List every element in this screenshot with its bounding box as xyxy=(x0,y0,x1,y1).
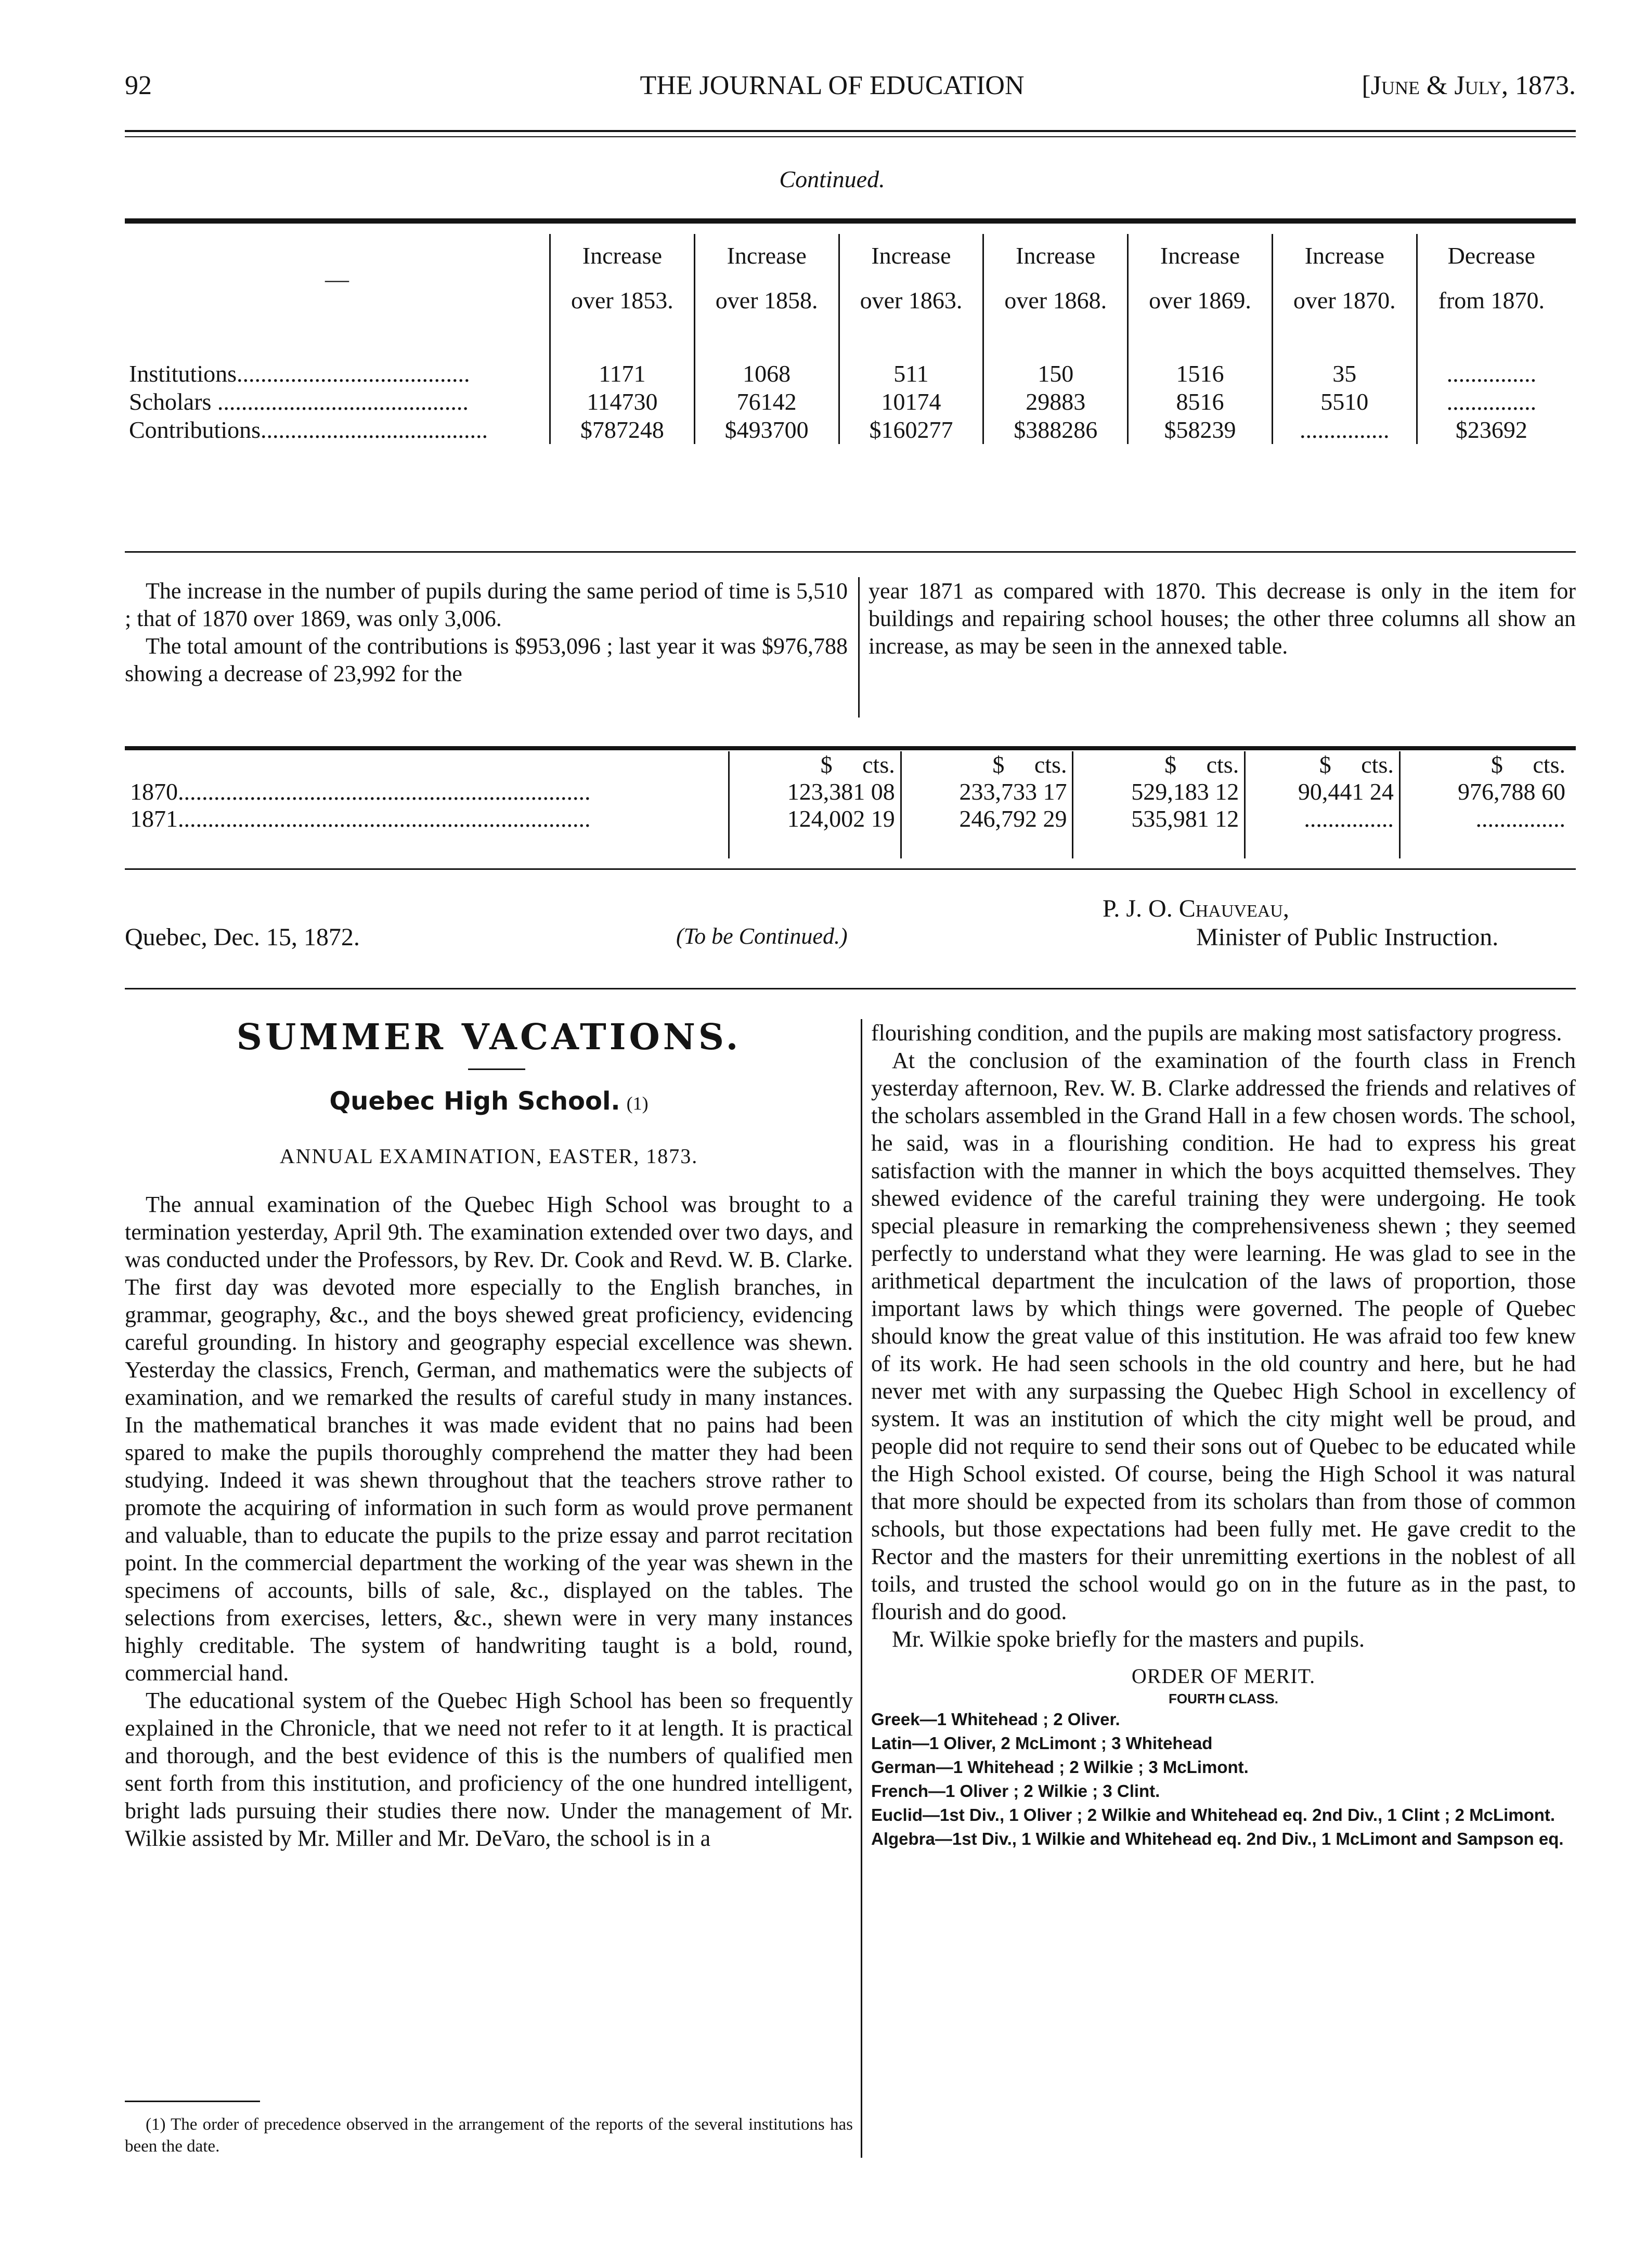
footnote: (1) The order of precedence observed in the arrangement of the reports of the several institutions has been the date. xyxy=(125,2115,853,2156)
article-subtitle xyxy=(125,1087,853,1116)
table-cell: ............... xyxy=(1417,360,1565,388)
table-cell: 10174 xyxy=(839,388,983,416)
table-header-row xyxy=(125,751,1571,778)
column-header: over 1869. xyxy=(1128,277,1273,323)
table-cell: 124,002 19 xyxy=(729,805,901,832)
table-corner: — xyxy=(325,265,349,292)
table-row xyxy=(125,388,1565,416)
article-right-column xyxy=(871,1019,1576,1851)
table-cell: $23692 xyxy=(1417,416,1565,444)
journal-title: THE JOURNAL OF EDUCATION xyxy=(640,71,1025,100)
column-header: from 1870. xyxy=(1417,277,1565,323)
paragraph: The increase in the number of pupils during the same period of time is 5,510 ; that of 1870 over 1869, was only 3,006. xyxy=(125,578,848,631)
subtitle-text: Quebec High School. xyxy=(329,1087,620,1116)
table-cell: ............... xyxy=(1272,416,1417,444)
page-number: 92 xyxy=(125,71,152,100)
table-cell: 529,183 12 xyxy=(1073,778,1245,805)
column-divider xyxy=(858,577,860,718)
header-rule-thin xyxy=(125,136,1576,137)
table2-bottom-rule xyxy=(125,868,1576,870)
article-left-column xyxy=(125,1191,853,1852)
signature-place-date: Quebec, Dec. 15, 1872. xyxy=(125,923,360,951)
title-dash xyxy=(468,1068,525,1070)
list-item: Latin—1 Oliver, 2 McLimont ; 3 Whitehead xyxy=(871,1733,1213,1753)
table1-top-rule xyxy=(125,218,1576,224)
column-header: over 1863. xyxy=(839,277,983,323)
paragraph: At the conclusion of the examination of the fourth class in French yesterday afternoon, Rev. W. B. Clarke addressed the friends and relatives of the scholars assembled in the Grand Hall in a few chosen words. The school, he said, was in a flourishing condition. He had to express his great satisfaction with the manner in which the boys acquitted themselves. They shewed evidence of the careful training they were undergoing. He took special pleasure in remarking the comprehensiveness shewn ; they seemed perfectly to understand what they were learning. He was glad to see in the arithmetical department the inculcation of the laws of proportion, those important laws by which things were governed. The people of Quebec should know the great value of this institution. He was afraid too few knew of its work. He had seen schools in the old country and here, but he had never met with any surpassing the Quebec High School in excellency of system. It was an institution of which the city might well be proud, and people did not require to send their sons out of Quebec to be educated while the High School existed. Of course, being the High School it was natural that more should be expected from its scholars than from those of common schools, but those expectations had been fully met. He gave credit to the Rector and the masters for their unremitting exertions in the noblest of all toils, and trusted the school would go on in the future as in the past, to flourish and do good. xyxy=(871,1048,1576,1624)
table-cell: 511 xyxy=(839,360,983,388)
table-cell: 150 xyxy=(983,360,1128,388)
table-cell: 1516 xyxy=(1128,360,1273,388)
table-cell: $388286 xyxy=(983,416,1128,444)
paragraph: Mr. Wilkie spoke briefly for the masters and pupils. xyxy=(892,1626,1365,1652)
signature-name: P. J. O. Chauveau, xyxy=(1103,895,1289,922)
table-cell: 1068 xyxy=(694,360,839,388)
row-label: Contributions...................................... xyxy=(129,416,488,443)
column-header: over 1870. xyxy=(1272,277,1417,323)
table-cell: 29883 xyxy=(983,388,1128,416)
table-cell: $58239 xyxy=(1128,416,1273,444)
column-header: $ cts. xyxy=(1073,751,1245,778)
column-header: Increase xyxy=(1272,234,1417,277)
table-cell: 35 xyxy=(1272,360,1417,388)
statistics-table xyxy=(125,234,1565,444)
paragraph: The annual examination of the Quebec High School was brought to a termination yesterday, April 9th. The examination extended over two days, and was conducted under the Professors, by Rev. Dr. Cook and Revd. W. B. Clarke. The first day was devoted more especially to the English branches, in grammar, geography, &c., and the boys shewed great proficiency, evidencing careful grounding. In history and geography especial excellence was shewn. Yesterday the classics, French, German, and mathematics were the subjects of examination, and we remarked the results of careful study in many instances. In the mathematical branches it was made evident that no pains had been spared to make the pupils thoroughly comprehend the matter they had been studying. Indeed it was shewn throughout that the teachers strove rather to promote the acquiring of information in such form as would prove permanent and valuable, than to educate the pupils to the prize essay and parrot recitation point. In the commercial department the working of the year was shewn in the specimens of accounts, bills of sale, &c., displayed on the tables. The selections from exercises, letters, &c., shewn were in very many instances highly creditable. The system of handwriting taught is a bold, round, commercial hand. xyxy=(125,1192,853,1686)
table-cell: 535,981 12 xyxy=(1073,805,1245,832)
table-cell: 8516 xyxy=(1128,388,1273,416)
section-title: SUMMER VACATIONS. xyxy=(236,1016,742,1058)
column-header: Increase xyxy=(694,234,839,277)
article-dateline: ANNUAL EXAMINATION, EASTER, 1873. xyxy=(279,1144,698,1168)
table-row xyxy=(125,778,1571,805)
table-cell: $160277 xyxy=(839,416,983,444)
list-item: German—1 Whitehead ; 2 Wilkie ; 3 McLimont. xyxy=(871,1757,1249,1777)
to-be-continued: (To be Continued.) xyxy=(676,923,848,949)
table-cell: ............... xyxy=(1245,805,1400,832)
table-cell: 5510 xyxy=(1272,388,1417,416)
column-header: Decrease xyxy=(1417,234,1565,277)
section-rule xyxy=(125,988,1576,989)
column-header: Increase xyxy=(550,234,695,277)
list-item: French—1 Oliver ; 2 Wilkie ; 3 Clint. xyxy=(871,1781,1160,1801)
paragraph: The educational system of the Quebec High School has been so frequently explained in the Chronicle, that we need not refer to it at length. It is practical and thorough, and the best evidence of this is the numbers of qualified men sent forth from this institution, and proficiency of the one hundred intelligent, bright lads pursuing their studies there now. Under the management of Mr. Wilkie assisted by Mr. Miller and Mr. DeVaro, the school is in a xyxy=(125,1688,853,1851)
table-cell: 90,441 24 xyxy=(1245,778,1400,805)
row-label: 1870..................................................................... xyxy=(130,778,591,805)
contributions-table xyxy=(125,751,1571,858)
list-item: Euclid—1st Div., 1 Oliver ; 2 Wilkie and Whitehead eq. 2nd Div., 1 Clint ; 2 McLimont. xyxy=(871,1805,1556,1824)
intro-left-column xyxy=(125,577,848,687)
table2-top-rule xyxy=(125,746,1576,750)
issue-date: [June & July, 1873. xyxy=(1362,71,1576,100)
merit-title: ORDER OF MERIT. xyxy=(1131,1664,1316,1688)
column-divider xyxy=(861,1019,862,2158)
table-header-row xyxy=(125,234,1565,277)
table-row xyxy=(125,805,1571,832)
continued-label: Continued. xyxy=(779,166,885,192)
table-cell: $493700 xyxy=(694,416,839,444)
column-header: Increase xyxy=(983,234,1128,277)
column-header: $ cts. xyxy=(901,751,1073,778)
list-item: Algebra—1st Div., 1 Wilkie and Whitehead eq. 2nd Div., 1 McLimont and Sampson eq. xyxy=(871,1829,1564,1848)
row-label: 1871..................................................................... xyxy=(130,805,591,832)
merit-list xyxy=(871,1707,1576,1851)
table-cell: 233,733 17 xyxy=(901,778,1073,805)
table-cell: 976,788 60 xyxy=(1399,778,1571,805)
column-header: Increase xyxy=(1128,234,1273,277)
intro-right-column xyxy=(869,577,1576,660)
column-header: over 1853. xyxy=(550,277,695,323)
table-cell: $787248 xyxy=(550,416,695,444)
paragraph: flourishing condition, and the pupils are making most satisfactory progress. xyxy=(871,1020,1562,1046)
footnote-rule xyxy=(125,2101,260,2102)
column-header: $ cts. xyxy=(1399,751,1571,778)
paragraph: year 1871 as compared with 1870. This decrease is only in the item for buildings and repairing school houses; the other three columns all show an increase, as may be seen in the annexed table. xyxy=(869,578,1576,659)
column-header: over 1858. xyxy=(694,277,839,323)
footnote-marker: (1) xyxy=(626,1093,649,1114)
table-cell: 76142 xyxy=(694,388,839,416)
merit-class: FOURTH CLASS. xyxy=(1169,1691,1278,1706)
table-cell: 1171 xyxy=(550,360,695,388)
table-cell: 114730 xyxy=(550,388,695,416)
table-cell: ............... xyxy=(1399,805,1571,832)
table1-bottom-rule xyxy=(125,551,1576,553)
row-label: Scholars .......................................... xyxy=(129,388,469,415)
table-cell: 123,381 08 xyxy=(729,778,901,805)
table-row xyxy=(125,360,1565,388)
table-cell: ............... xyxy=(1417,388,1565,416)
column-header: over 1868. xyxy=(983,277,1128,323)
column-header: $ cts. xyxy=(729,751,901,778)
column-header: Increase xyxy=(839,234,983,277)
list-item: Greek—1 Whitehead ; 2 Oliver. xyxy=(871,1710,1120,1729)
paragraph: The total amount of the contributions is $953,096 ; last year it was $976,788 showing a decrease of 23,992 for the xyxy=(125,633,848,686)
row-label: Institutions....................................... xyxy=(129,360,470,387)
header-rule xyxy=(125,130,1576,132)
table-row xyxy=(125,416,1565,444)
table-cell: 246,792 29 xyxy=(901,805,1073,832)
signature-office: Minister of Public Instruction. xyxy=(1196,923,1499,951)
column-header: $ cts. xyxy=(1245,751,1400,778)
